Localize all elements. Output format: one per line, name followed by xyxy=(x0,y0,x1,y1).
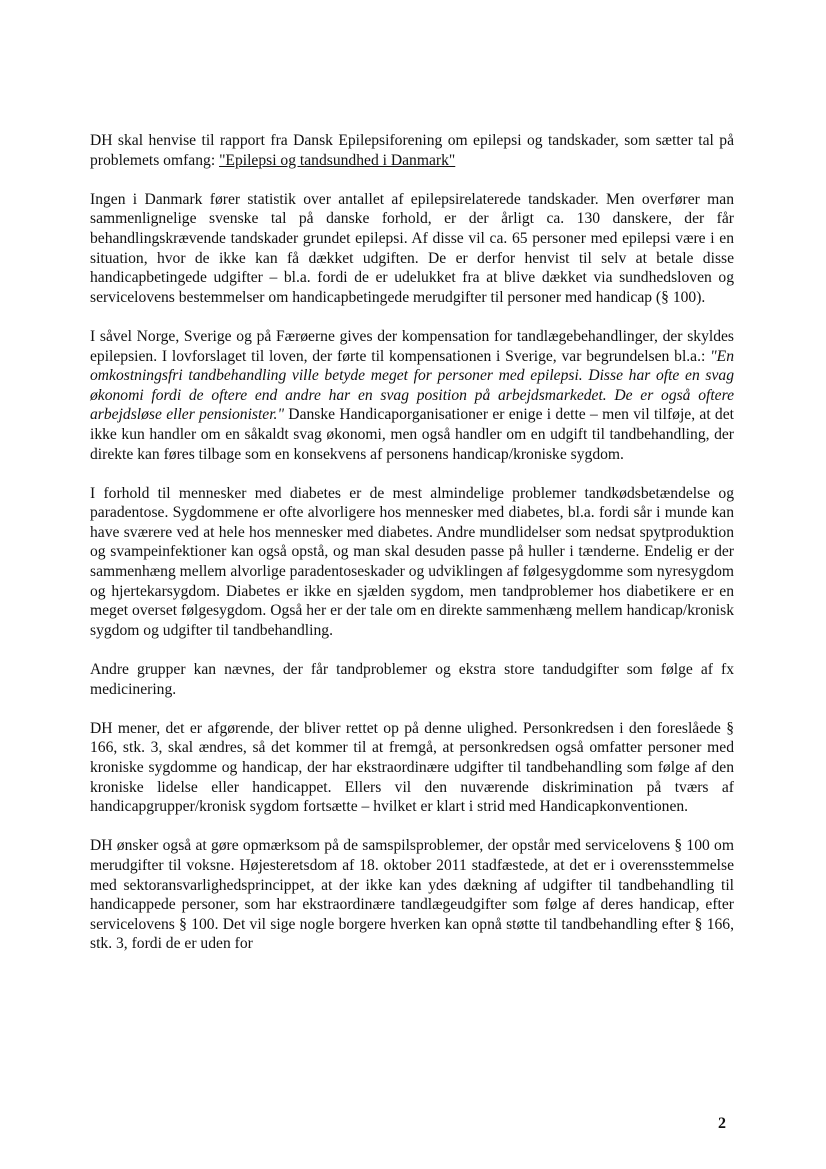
paragraph-interplay-problems: DH ønsker også at gøre opmærksom på de samspilsproblemer, der opstår med servicelovens § 100 om merudgifter til voksne. Højesteretsdom af 18. oktober 2011 stadfæstede, at det er i overensstemmelse med sektoransvarlighedsprincippet, at der ikke kan ydes dækning af udgifter til tandbehandling til handicappede personer, som har ekstraordinære tandlægeudgifter som følge af deres handicap, efter servicelovens § 100. Det vil sige nogle borgere hverken kan opnå støtte til tandbehandling efter § 166, stk. 3, fordi de er uden for xyxy=(90,837,734,953)
paragraph-statistics: Ingen i Danmark fører statistik over antallet af epilepsirelaterede tandskader. Men overfører man sammenlignelige svenske tal på danske forhold, er der årligt ca. 130 danskere, der får behandlingskrævende tandskader grundet epilepsi. Af disse vil ca. 65 personer med epilepsi være i en situation, hvor de ikke kan få dækket udgiften. De er derfor henvist til selv at betale disse handicapbetingede udgifter – bl.a. fordi de er udelukket fra at blive dækket via sundhedsloven og servicelovens bestemmelser om handicapbetingede merudgifter til personer med handicap (§ 100). xyxy=(90,190,734,306)
report-link[interactable]: "Epilepsi og tandsundhed i Danmark" xyxy=(219,151,456,169)
paragraph-report-reference xyxy=(90,131,734,170)
paragraph-inequality: DH mener, det er afgørende, der bliver rettet op på denne ulighed. Personkredsen i den foreslåede § 166, stk. 3, skal ændres, så det kommer til at fremgå, at personkredsen også omfatter personer med kroniske sygdomme og handicap, der har ekstraordinære udgifter til tandbehandling som følge af den kroniske lidelse eller handicappet. Ellers vil den nuværende diskrimination på tværs af handicapgrupper/kronisk sygdom fortsætte – hvilket er klart i strid med Handicapkonventionen. xyxy=(90,719,734,816)
document-body xyxy=(90,131,734,974)
paragraph-text: Danske Handicaporganisationer er enige i dette – men vil tilføje, at det ikke kun handler om en såkaldt svag økonomi, men også handler om en udgift til tandbehandling, der direkte kan føres tilbage som en konsekvens af personens handicap/kroniske sygdom. xyxy=(90,406,734,463)
paragraph-text: I såvel Norge, Sverige og på Færøerne gives der kompensation for tandlægebehandlinger, der skyldes epilepsien. I lovforslaget til loven, der førte til kompensationen i Sverige, var begrundelsen bl.a.: xyxy=(90,327,734,365)
paragraph-diabetes: I forhold til mennesker med diabetes er de mest almindelige problemer tandkødsbetændelse og paradentose. Sygdommene er ofte alvorligere hos mennesker med diabetes, bl.a. fordi sår i munde kan have sværere ved at hele hos mennesker med diabetes. Andre mundlidelser som nedsat spytproduktion og svampeinfektioner kan også opstå, og man skal desuden passe på huller i tænderne. Endelig er der sammenhæng mellem alvorlige paradentoseskader og udviklingen af følgesygdomme som nyresygdom og hjertekarsygdom. Diabetes er ikke en sjælden sygdom, men tandproblemer hos diabetikere er en meget overset følgesygdom. Også her er der tale om en direkte sammenhæng mellem handicap/kronisk sygdom og udgifter til tandbehandling. xyxy=(90,484,734,639)
paragraph-nordic-compensation xyxy=(90,327,734,464)
page-number: 2 xyxy=(718,1115,726,1132)
swedish-bill-quote: "En omkostningsfri tandbehandling ville betyde meget for personer med epilepsi. Disse har ofte en svag økonomi fordi de oftere end andre har en svag position på arbejdsmarkedet. De er også oftere arbejdsløse eller pensionister." xyxy=(90,347,734,424)
paragraph-other-groups: Andre grupper kan nævnes, der får tandproblemer og ekstra store tandudgifter som følge af fx medicinering. xyxy=(90,661,734,698)
paragraph-text: DH skal henvise til rapport fra Dansk Epilepsiforening om epilepsi og tandskader, som sætter tal på problemets omfang: xyxy=(90,132,734,169)
